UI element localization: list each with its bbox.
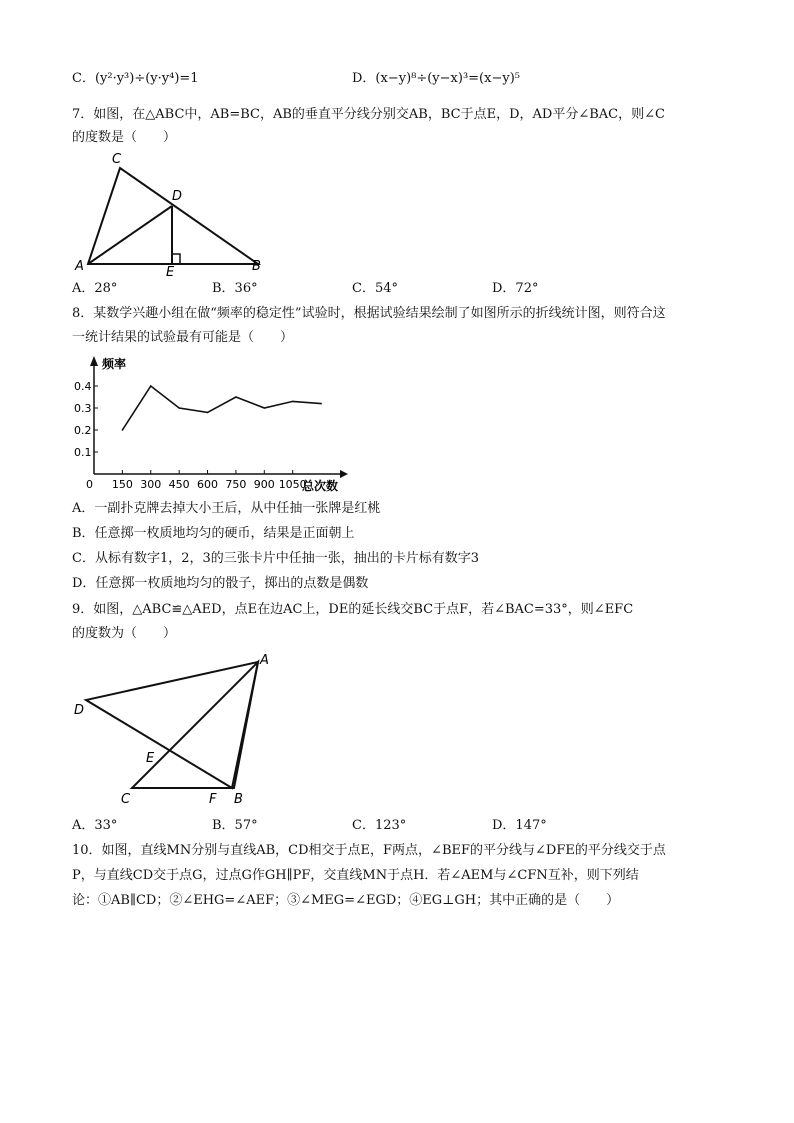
label-d: D [172, 189, 183, 204]
frequency-line-chart [72, 352, 352, 494]
triangle-abc [132, 662, 258, 788]
y-tick-label: 0.3 [74, 402, 92, 415]
q9-stem-line2: 的度数为（ ） [72, 626, 177, 641]
segment-ad [88, 206, 172, 264]
origin-label: 0 [86, 478, 93, 491]
data-point [178, 407, 180, 409]
data-point [320, 403, 322, 405]
q9-option-c: C．123° [352, 818, 407, 833]
label-f: F [209, 792, 217, 807]
label-e: E [146, 751, 155, 766]
label-b: B [252, 259, 261, 274]
q7-stem-line1: 7．如图，在△ABC中，AB=BC，AB的垂直平分线分别交AB，BC于点E，D，AD平分∠BAC，则∠C [72, 107, 665, 122]
y-tick-label: 0.4 [74, 380, 92, 393]
x-tick-label: 750 [225, 478, 247, 491]
label-b: B [234, 792, 243, 807]
right-angle-mark [172, 254, 180, 264]
label-d: D [74, 703, 85, 718]
y-axis-arrow [90, 356, 98, 366]
x-tick-label: 600 [197, 478, 219, 491]
q6-option-c: C．(y²·y³)÷(y·y⁴)=1 [72, 71, 199, 86]
data-point [235, 396, 237, 398]
q6-option-d: D．(x−y)⁸÷(y−x)³=(x−y)⁵ [352, 71, 520, 86]
data-point [292, 401, 294, 403]
x-axis-label: 总次数 [302, 479, 339, 493]
label-e: E [166, 265, 175, 278]
data-point [264, 407, 266, 409]
q7-option-a: A．28° [72, 281, 118, 296]
label-a: A [260, 653, 269, 668]
q7-triangle-figure [72, 150, 272, 278]
q9-triangles-figure [72, 650, 277, 810]
q10-stem-line1: 10．如图，直线MN分别与直线AB，CD相交于点E，F两点，∠BEF的平分线与∠DFE的平分线交于点 [72, 843, 666, 858]
x-tick-label: 150 [111, 478, 133, 491]
x-tick-label: 1050 [278, 478, 307, 491]
q8-stem-line2: 一统计结果的试验最有可能是（ ） [72, 330, 294, 345]
label-c: C [112, 152, 122, 167]
q9-stem-line1: 9．如图，△ABC≌△AED，点E在边AC上，DE的延长线交BC于点F，若∠BAC=33°，则∠EFC [72, 602, 634, 617]
x-axis-arrow [340, 470, 348, 478]
q9-option-b: B．57° [212, 818, 258, 833]
data-point [150, 385, 152, 387]
q7-option-d: D．72° [492, 281, 539, 296]
frequency-series-line [122, 386, 321, 430]
q8-stem-line1: 8．某数学兴趣小组在做“频率的稳定性”试验时，根据试验结果绘制了如图所示的折线统计图，则符合这 [72, 306, 666, 321]
x-tick-label: 450 [168, 478, 190, 491]
q7-option-b: B．36° [212, 281, 258, 296]
q9-option-d: D．147° [492, 818, 547, 833]
triangle-aed-and-f [86, 662, 258, 788]
q9-option-a: A．33° [72, 818, 118, 833]
q10-stem-line2: P，与直线CD交于点G，过点G作GH∥PF，交直线MN于点H．若∠AEM与∠CFN互补，则下列结 [72, 868, 639, 883]
q8-option-d: D．任意掷一枚质地均匀的骰子，掷出的点数是偶数 [72, 576, 369, 591]
q7-option-c: C．54° [352, 281, 398, 296]
q8-option-a: A．一副扑克牌去掉大小王后，从中任抽一张牌是红桃 [72, 501, 381, 516]
x-tick-label: 300 [140, 478, 162, 491]
q8-option-c: C．从标有数字1，2，3的三张卡片中任抽一张，抽出的卡片标有数字3 [72, 551, 480, 566]
label-a: A [75, 259, 84, 274]
q8-option-b: B．任意掷一枚质地均匀的硬币，结果是正面朝上 [72, 526, 355, 541]
q10-stem-line3: 论：①AB∥CD；②∠EHG=∠AEF；③∠MEG=∠EGD；④EG⊥GH；其中正确的是（ ） [72, 893, 620, 908]
y-tick-label: 0.1 [74, 446, 92, 459]
data-point [122, 429, 124, 431]
q7-stem-line2: 的度数是（ ） [72, 130, 177, 145]
data-point [207, 412, 209, 414]
y-tick-label: 0.2 [74, 424, 92, 437]
label-c: C [121, 792, 131, 807]
y-axis-label: 频率 [102, 357, 127, 371]
x-tick-label: 900 [253, 478, 275, 491]
